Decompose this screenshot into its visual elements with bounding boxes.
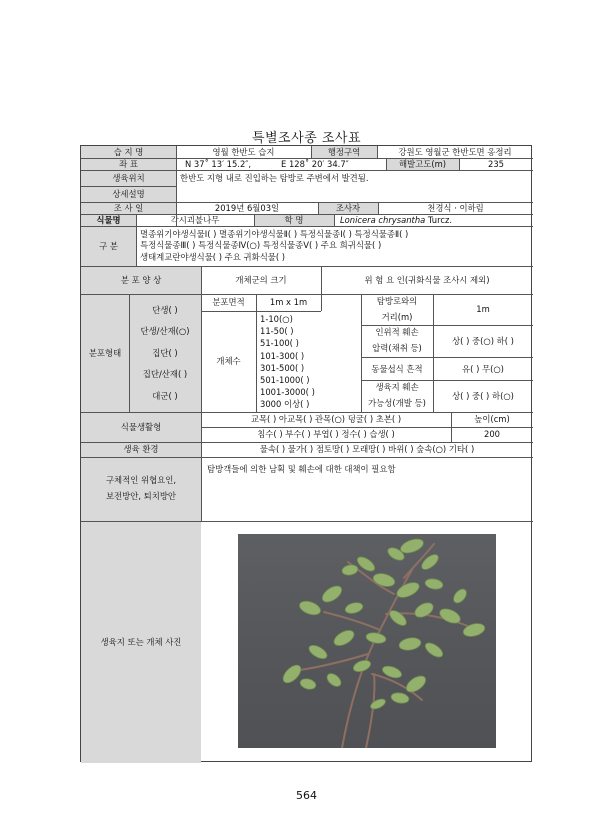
altitude-value: 235 [488,158,504,169]
count-option: 51-100( ) [260,338,299,349]
coord-e: E 128˚ 20′ 34.7″ [281,158,349,169]
photo-label: 생육지 또는 개체 사진 [81,521,201,763]
page-number: 564 [296,789,317,802]
threat-measures-label: 구체적인 위협요인, 보전방안, 퇴치방안 [81,457,201,521]
threat-header: 위 험 요 인(귀화식물 조사시 제외) [364,274,490,285]
altitude-label: 해발고도(m) [386,158,459,170]
animal-label: 동물섭식 흔적 [371,363,423,374]
habitat-damage-label: 생육지 훼손 가능성(개발 등) [368,382,426,408]
count-option: 301-500( ) [260,362,305,373]
wetland-value: 영월 한반도 습지 [212,146,275,157]
category-line: 특정식물종Ⅲ( ) 특정식물종Ⅳ(○) 특정식물종Ⅴ( ) 주요 희귀식물( ) [140,240,382,251]
plant-specimen-image [238,534,496,748]
count-option: 501-1000( ) [260,375,310,386]
count-option: 3000 이상( ) [260,399,310,410]
life-form-label: 식물생활형 [81,412,201,442]
height-label: 높이(cm) [474,414,510,425]
form-option: 집단( ) [152,347,178,358]
sci-label: 학 명 [254,214,334,226]
trail-distance-value: 1m [476,303,490,314]
district-value: 강원도 영월군 한반도면 옹정리 [398,146,512,157]
habitat-label: 생육위치 [112,172,145,183]
habitat-detail-label: 상세설명 [112,188,145,199]
count-option: 1001-3000( ) [260,387,315,398]
coord-n: N 37˚ 13′ 15.2″, [185,158,252,169]
category-value [136,226,533,266]
form-option: 단생( ) [152,304,178,315]
distribution-header: 분 포 양 상 [81,266,201,294]
date-value: 2019년 6월03일 [214,202,280,213]
damage-label: 인위적 훼손 압력(채취 등) [372,327,422,353]
form-option: 대군( ) [152,390,178,401]
surveyor-value: 천경식 · 이하림 [427,202,484,213]
sci-name-author: Turcz. [425,214,452,225]
count-option: 1-10(○) [260,314,293,324]
count-label: 개체수 [216,356,241,367]
category-label: 구 분 [81,226,136,266]
trail-distance-label: 탐방로와의 거리(m) [376,296,418,322]
environment-label: 생육 환경 [81,442,201,457]
plant-value: 각시괴불나무 [170,214,220,225]
category-line: 멸종위기야생식물Ⅰ( ) 멸종위기야생식물Ⅱ( ) 특정식물종Ⅰ( ) 특정식물종Ⅱ( ) [140,228,409,239]
count-option: 101-300( ) [260,350,305,361]
survey-form [80,145,532,762]
wetland-label: 습 지 명 [81,146,176,158]
count-options [256,314,321,410]
environment-value: 물속( ) 물가( ) 점토땅( ) 모래땅( ) 바위( ) 숲속(○) 기타( ) [259,444,475,455]
form-option: 단생/산재(○) [140,326,190,337]
specimen-photo [238,534,496,748]
habitat-damage-value: 상( ) 중( ) 하(○) [452,390,514,401]
category-line: 생태계교란야생식물( ) 주요 귀화식물( ) [140,251,286,262]
damage-value: 상( ) 중(○) 하( ) [452,335,514,346]
form-options [129,294,201,412]
sci-value [334,214,533,226]
animal-value: 유( ) 무(○) [462,363,504,374]
sci-name-italic: Lonicera chrysantha [340,214,426,225]
surveyor-label: 조사자 [318,202,378,214]
form-option: 집단/산재( ) [142,369,188,380]
district-label: 행정구역 [311,146,377,158]
date-label: 조 사 일 [81,202,176,214]
life-form-line2: 침수( ) 부수( ) 부엽( ) 정수( ) 습생( ) [257,429,395,440]
page-title: 특별조사종 조사표 [251,131,362,146]
habitat-value: 한반도 지형 내로 진입하는 탐방로 주변에서 발견됨. [180,172,369,183]
plant-label: 식물명 [81,214,136,226]
life-form-line1: 교목( ) 아교목( ) 관목(○) 덩굴( ) 초본( ) [250,414,402,425]
form-label: 분포형태 [81,294,129,412]
height-value: 200 [484,429,500,440]
area-value: 1m x 1m [269,297,308,308]
size-header: 개체군의 크기 [235,274,287,285]
area-label: 분포면적 [212,297,245,308]
threat-measures-value: 탐방객들에 의한 남획 및 훼손에 대한 대책이 필요함 [207,464,396,474]
count-option: 11-50( ) [260,326,294,337]
coord-label: 좌 표 [81,158,176,170]
